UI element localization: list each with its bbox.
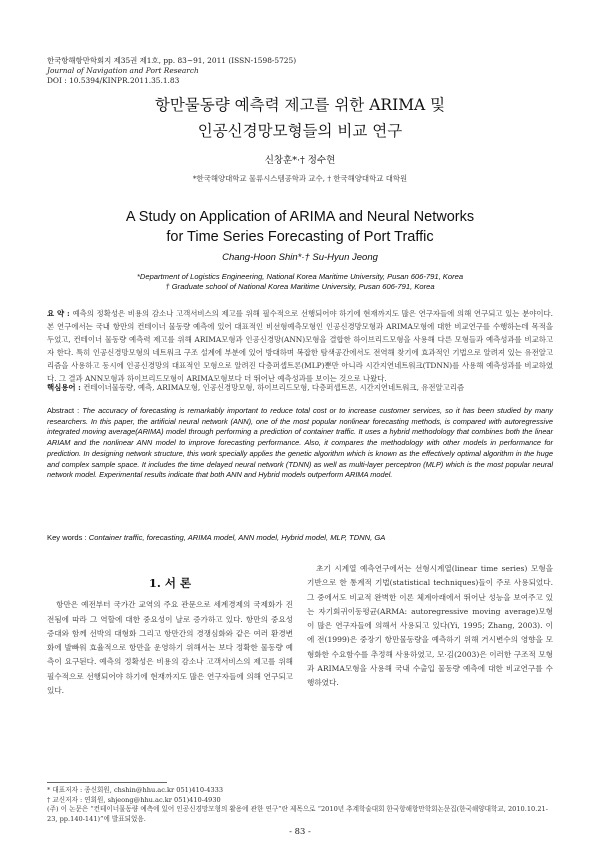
- title-korean-line-2: 인공신경망모형들의 비교 연구: [197, 122, 403, 140]
- abstract-english-label: Abstract :: [47, 406, 80, 415]
- journal-citation: 한국항해항만학회지 제35권 제1호, pp. 83~91, 2011 (ISSN-1598-5725): [47, 56, 297, 65]
- intro-paragraph-2: 초기 시계열 예측연구에서는 선형시계열(linear time series) 모형을 기반으로 한 통계적 기법(statistical techniques)들이 주로 사용되었다. 그 중에서도 비교적 완벽한 이론 체계아래에서 뛰어난 성능을 보여주고 있는 자기회귀이동평균(ARMA: autoregressive moving average)모형이 많은 연구자들에 의해서 사용되고 있다(Yi, 1995; Zhang, 2003). 이에 전(1999)은 중장기 항만물동량을 예측하기 위해 거시변수의 영향을 모형화한 수요함수를 추정해 사용하였고, 모·김(2003)은 이러한 구조적 모형과 ARIMA모형을 사용해 국내 수출입 물동량 예측에 대한 비교연구를 수행하였다.: [307, 564, 553, 688]
- title-english: [0, 207, 600, 247]
- keywords-english-text: Container traffic, forecasting, ARIMA model, ANN model, Hybrid model, MLP, TDNN, GA: [88, 533, 386, 542]
- left-column: [47, 576, 293, 698]
- affiliation-english: [0, 272, 600, 292]
- section-heading-introduction: 1. 서 론: [148, 576, 192, 590]
- footnotes: [47, 786, 553, 824]
- journal-name-en: Journal of Navigation and Port Research: [47, 66, 199, 76]
- authors-korean: 신창훈*·† 정수현: [264, 155, 336, 166]
- abstract-korean-text: 예측의 정확성은 비용의 감소나 고객서비스의 제고를 위해 필수적으로 선행되어야 하기에 현재까지도 많은 연구자들에 의해 연구되고 있는 분야이다. 본 연구에서는 국내 항만의 컨테이너 물동량 예측에 있어 대표적인 비선형예측모형인 인공신경망모형과 ARIMA모형에 대한 비교연구를 수행하는데 목적을 두었고, 컨테이너 물동량 예측력 제고를 위해 ARIMA모형과 인공신경망(ANN)모형을 결합한 하이브리드모형을 사용해 다른 모형들과 예측성과를 비교하고자 한다. 특히 인공신경망모형의 네트워크 구조 설계에 부분에 있어 방대하며 복잡한 탐색공간에서도 전역해 찾기에 효과적인 기법으로 알려져 있는 유전알고리즘을 사용하고 동시에 인공신경망의 대표적인 모형으로 알려진 다층퍼셉트론(MLP)뿐만 아니라 시간지연네트워크(TDNN)를 사용해 예측성과를 비교하였다. 그 결과 ANN모형과 하이브리드모형이 ARIMA모형보다 더 뛰어난 예측성과를 보이는 것으로 나왔다.: [47, 309, 553, 383]
- keywords-english: [47, 533, 553, 542]
- title-korean: [0, 92, 600, 144]
- footnote-co-author: † 교신저자 : 연회원, shjeong@hhu.ac.kr 051)410-4930: [47, 795, 221, 804]
- affiliation-english-line-1: *Department of Logistics Engineering, National Korea Maritime University, Pusan 606-791, Korea: [136, 272, 464, 281]
- authors-english: Chang-Hoon Shin*·† Su-Hyun Jeong: [222, 252, 378, 263]
- footnote-corresponding: * 대표저자 : 종신회원, chshin@hhu.ac.kr 051)410-4333: [47, 786, 224, 794]
- abstract-english-text: The accuracy of forecasting is remarkably important to reduce total cost or to increase customer services, so it has been studied by many researchers. In this paper, the artificial neural network (ANN), one of the most popular nonlinear forecasting methods, is compared with autoregressive integrated moving average(ARIMA) model through performing a prediction of container traffic. It uses a hybrid methodology that combines both the linear ARIAM and the nonlinear ANN model to improve forecasting performance. Also, it compares the methodology with other models in performance for prediction. In designing network structure, this work specially applies the genetic algorithm which is known as the effectively optimal algorithm in the huge and complex sample space. It includes the time delayed neural network (TDNN) as well as multi-layer perceptron (MLP) which is the most popular neural network model. Experimental results indicate that both ANN and Hybrid models outperform ARIMA model.: [47, 406, 553, 480]
- affiliation-korean: *한국해양대학교 물류시스템공학과 교수, † 한국해양대학교 대학원: [192, 174, 408, 183]
- abstract-english: [47, 406, 553, 481]
- intro-paragraph-1: 항만은 예전부터 국가간 교역의 주요 관문으로 세계경제의 국제화가 진전됨에 따라 그 역할에 대한 중요성이 날로 증가하고 있다. 항만의 중요성 증대와 함께 선박의 대형화 그리고 항만간의 경쟁심화와 같은 여러 환경변화에 발빠워 효율적으로 항만을 운영하기 위해서는 보다 정확한 물동량 예측이 요구된다. 예측의 정확성은 비용의 감소나 고객서비스의 제고를 위해 필수적으로 선행되어야 하기에 현재까지도 많은 연구자들에 의해 연구되고 있다.: [47, 600, 293, 696]
- abstract-korean-label: 요 약 :: [47, 309, 70, 318]
- affiliation-english-line-2: † Graduate school of National Korea Maritime University, Pusan 606-791, Korea: [165, 282, 435, 291]
- footnote-note: (주) 이 논문은 “컨테이너물동량 예측에 있어 인공신경망모형의 활용에 관한 연구”란 제목으로 “2010년 추계학술대회 한국항해항만학회논문집(한국해양대학교, 2010.10.21-23, pp.140-141)”에 발표되었음.: [47, 805, 548, 823]
- title-english-line-2: for Time Series Forecasting of Port Traffic: [166, 229, 434, 245]
- footnote-divider: [47, 782, 167, 783]
- page-number: - 83 -: [289, 826, 311, 836]
- title-korean-line-1: 항만물동량 예측력 제고를 위한 ARIMA 및: [154, 96, 446, 114]
- abstract-korean: [47, 308, 553, 385]
- title-english-line-1: A Study on Application of ARIMA and Neural Networks: [125, 209, 475, 225]
- journal-header: [47, 56, 296, 87]
- right-column: [307, 562, 553, 691]
- keywords-korean-text: 컨테이너물동량, 예측, ARIMA모형, 인공신경망모형, 하이브리드모형, 다층퍼셉트론, 시간지연네트워크, 유전알고리즘: [83, 383, 465, 392]
- keywords-korean-label: 핵심용어 :: [47, 383, 81, 392]
- keywords-korean: [47, 382, 553, 393]
- keywords-english-label: Key words :: [47, 533, 87, 542]
- doi: DOI : 10.5394/KINPR.2011.35.1.83: [47, 76, 180, 86]
